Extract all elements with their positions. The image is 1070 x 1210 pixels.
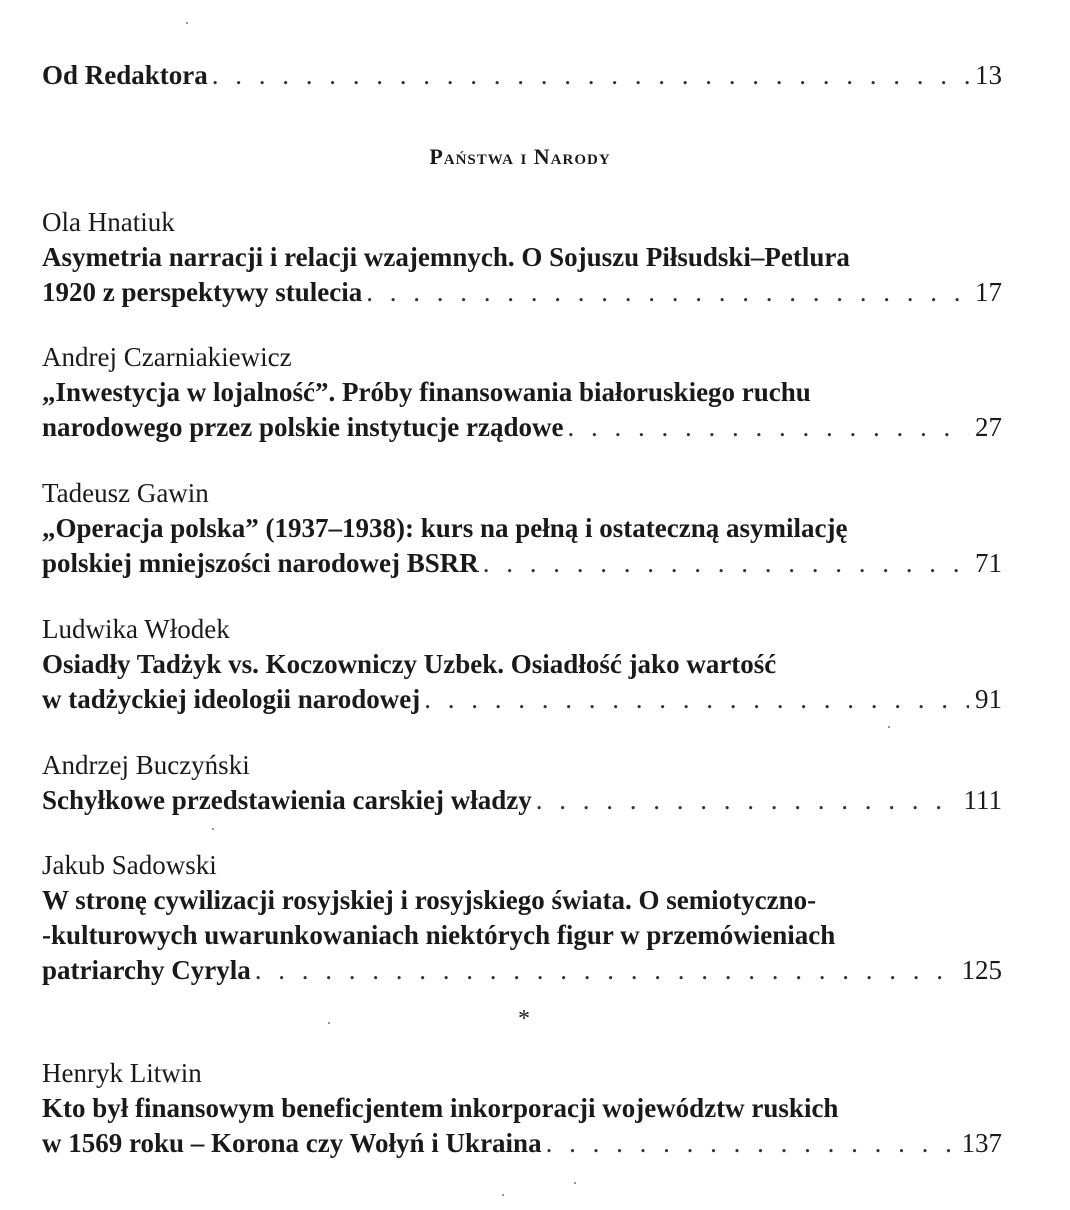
toc-entry: [42, 748, 1002, 818]
toc-entry-line: [42, 783, 1002, 818]
toc-entry-author: Ola Hnatiuk: [42, 207, 175, 237]
toc-entry-line: [42, 546, 1002, 581]
toc-entry-title-line: „Operacja polska” (1937–1938): kurs na pełną i ostateczną asymilację: [42, 513, 848, 543]
toc-page-number: 91: [975, 684, 1002, 714]
toc-page-number: 71: [975, 548, 1002, 578]
toc-entry: [42, 612, 1002, 717]
toc-entry: [42, 476, 1002, 581]
dot-leader: [255, 953, 956, 988]
toc-entry-title-line: Kto był finansowym beneficjentem inkorporacji województw ruskich: [42, 1093, 839, 1123]
toc-entry-intro: [42, 58, 1002, 93]
dot-leader: [424, 682, 969, 717]
toc-entry: [42, 848, 1002, 988]
toc-page-number: 111: [963, 785, 1002, 815]
toc-entry-author: Henryk Litwin: [42, 1058, 202, 1088]
scan-speck: [888, 726, 890, 728]
toc-entry-line: [42, 1126, 1002, 1161]
toc-entry-author: Tadeusz Gawin: [42, 478, 209, 508]
scan-speck: [212, 828, 214, 830]
toc-entry-title-line: Osiadły Tadżyk vs. Koczowniczy Uzbek. Osiadłość jako wartość: [42, 649, 777, 679]
toc-entry-title-end: w tadżyckiej ideologii narodowej: [42, 684, 421, 714]
toc-entry-title-end: patriarchy Cyryla: [42, 955, 251, 985]
toc-entry: [42, 205, 1002, 310]
scan-speck: [574, 1182, 576, 1184]
scan-speck: [186, 22, 188, 24]
toc-entry-line: [42, 682, 1002, 717]
toc-entry-title-end: 1920 z perspektywy stulecia: [42, 277, 363, 307]
dot-leader: [212, 58, 969, 93]
toc-entry-author: Ludwika Włodek: [42, 614, 230, 644]
asterisk-separator: *: [518, 1006, 530, 1032]
scan-speck: [328, 1022, 330, 1024]
scan-speck: [502, 1194, 504, 1196]
toc-entry-title-end: polskiej mniejszości narodowej BSRR: [42, 548, 479, 578]
toc-entry-line: [42, 410, 1002, 445]
dot-leader: [483, 546, 969, 581]
toc-entry-title-line: Asymetria narracji i relacji wzajemnych. O Sojuszu Piłsudski–Petlura: [42, 242, 850, 272]
toc-entry-title-line: -kulturowych uwarunkowaniach niektórych figur w przemówieniach: [42, 920, 836, 950]
dot-leader: [366, 275, 969, 310]
dot-leader: [546, 1126, 956, 1161]
toc-entry-title-end: w 1569 roku – Korona czy Wołyń i Ukraina: [42, 1128, 542, 1158]
toc-entry-author: Andrej Czarniakiewicz: [42, 342, 292, 372]
toc-entry-author: Andrzej Buczyński: [42, 750, 250, 780]
toc-entry-title: Od Redaktora: [42, 60, 208, 90]
toc-entry: [42, 340, 1002, 445]
dot-leader: [567, 410, 969, 445]
toc-page-number: 17: [975, 277, 1002, 307]
toc-entry-title-line: W stronę cywilizacji rosyjskiej i rosyjskiego świata. O semiotyczno-: [42, 885, 817, 915]
toc-page-number: 125: [961, 955, 1002, 985]
toc-entry-title-end: narodowego przez polskie instytucje rządowe: [42, 412, 564, 442]
toc-entry-line: [42, 58, 1002, 93]
dot-leader: [536, 783, 958, 818]
toc-page-number: 27: [975, 412, 1002, 442]
toc-entry-title-line: „Inwestycja w lojalność”. Próby finansowania białoruskiego ruchu: [42, 377, 811, 407]
toc-entry-line: [42, 953, 1002, 988]
toc-entry-author: Jakub Sadowski: [42, 850, 217, 880]
toc-entry-title-end: Schyłkowe przedstawienia carskiej władzy: [42, 785, 532, 815]
toc-entry: [42, 1056, 1002, 1161]
toc-entry-line: [42, 275, 1002, 310]
section-heading: Państwa i Narody: [429, 144, 611, 169]
toc-page-number: 13: [975, 60, 1002, 90]
toc-page-number: 137: [961, 1128, 1002, 1158]
